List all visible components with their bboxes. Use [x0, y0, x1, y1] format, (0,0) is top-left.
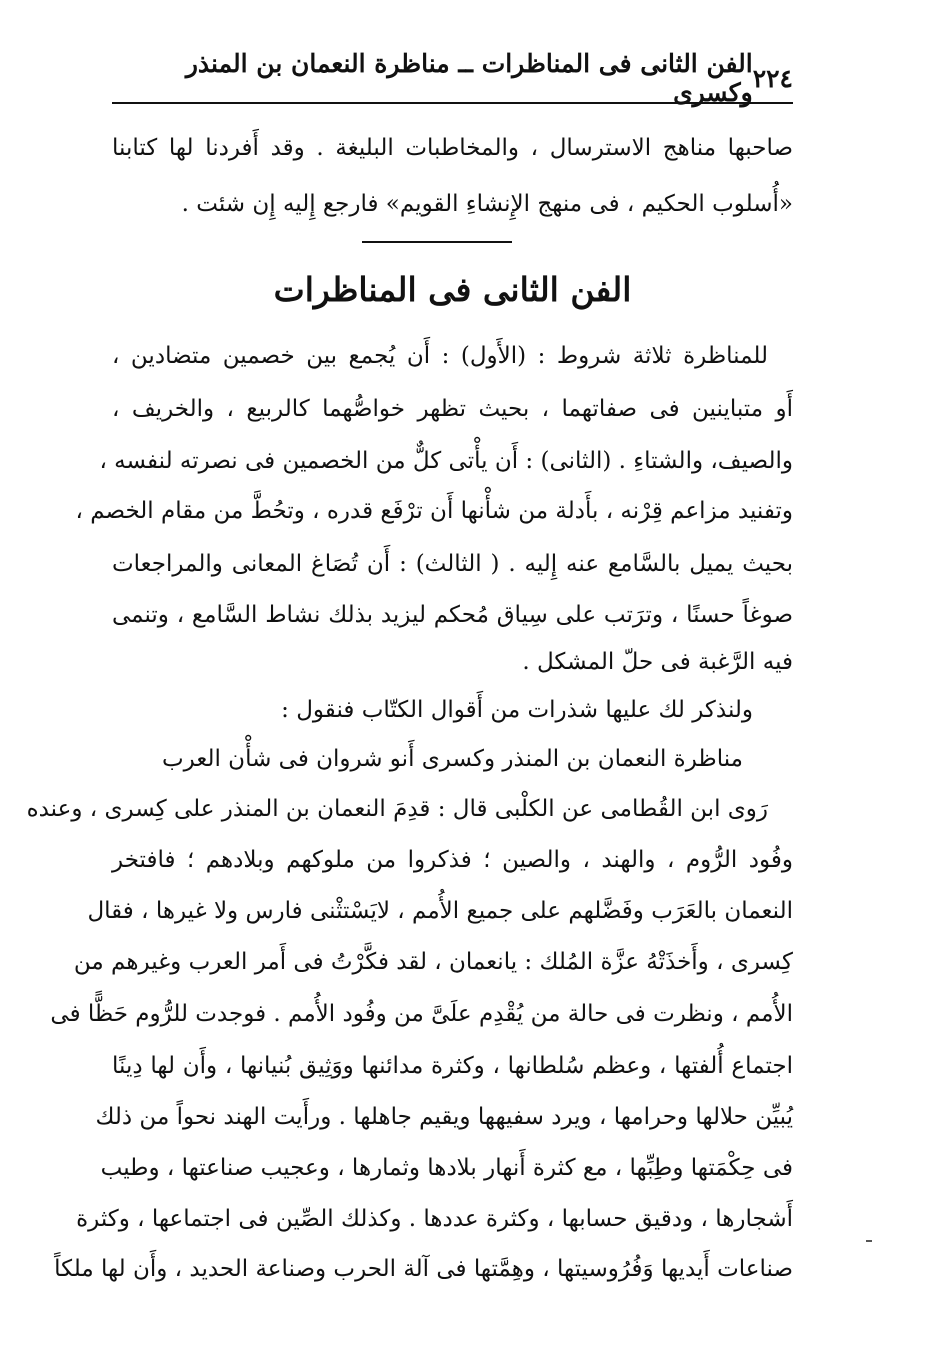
- paragraph-line: فيه الرَّغبة فى حلّ المشكل .: [522, 649, 793, 675]
- paragraph-line: كِسرى ، وأَخذَتْهُ عزَّة المُلك : يانعمان ، لقد فكَّرْتُ فى أَمر العرب وغيرهم من: [73, 949, 793, 975]
- paragraph-line: اجتماع أُلفتها ، وعظم سُلطانها ، وكثرة مدائنها ووَثِيق بُنيانها ، وأَن لها دِينًا: [112, 1053, 793, 1079]
- paragraph-line: أَشجارها ، ودقيق حسابها ، وكثرة عددها . وكذلك الصِّين فى اجتماعها ، وكثرة: [76, 1206, 793, 1232]
- page-number: ٢٢٤: [752, 63, 793, 93]
- paragraph-line: أَو متباينين فى صفاتهما ، بحيث تظهر خواصُّهما كالربيع ، والخريف ،: [112, 396, 793, 422]
- margin-mark: [866, 1240, 872, 1242]
- paragraph-line: بحيث يميل بالسَّامع عنه إِليه . ( الثالث) : أَن تُصَاغ المعانى والمراجعات: [112, 551, 793, 577]
- paragraph-line: صوغاً حسنًا ، وترَتب على سِياق مُحكم ليزيد بذلك نشاط السَّامع ، وتنمى: [112, 602, 793, 628]
- lead-in-line: ولنذكر لك عليها شذرات من أَقوال الكتّاب فنقول :: [281, 697, 753, 723]
- intro-line: صاحبها مناهج الاسترسال ، والمخاطبات البليغة . وقد أَفردنا لها كتابنا: [112, 135, 793, 161]
- paragraph-line: النعمان بالعَرَب وفَضَّلهم على جميع الأُمم ، لايَسْتثْنى فارس ولا غيرها ، فقال: [87, 898, 793, 924]
- header-divider: [112, 102, 793, 104]
- paragraph-line: وفُود الرُّوم ، والهند ، والصين ؛ فذكروا من ملوكهم وبلادهم ؛ فافتخر: [112, 847, 793, 873]
- paragraph-line: للمناظرة ثلاثة شروط : (الأَول) : أَن يُجمع بين خصمين متضادين ،: [112, 343, 768, 369]
- paragraph-line: وتفنيد مزاعم قِرْنه ، بأَدلة من شأْنها أَن ترْفَع قدره ، وتحُطَّ من مقام الخصم ،: [75, 498, 793, 524]
- running-head-title: الفن الثانى فى المناظرات ــ مناظرة النعمان بن المنذر وكسرى: [185, 49, 753, 107]
- intro-line: «أُسلوب الحكيم ، فى منهج الإِنشاءِ القويم» فارجع إِليه إِن شئت .: [181, 191, 793, 217]
- paragraph-line: فى حِكْمَتها وطِبِّها ، مع كثرة أَنهار بلادها وثمارها ، وعجيب صناعتها ، وطيب: [100, 1155, 793, 1181]
- running-head: [112, 49, 793, 107]
- paragraph-line: والصيف، والشتاءِ . (الثانى) : أَن يأْتى كلٌّ من الخصمين فى نصرته لنفسه ،: [99, 448, 793, 474]
- section-heading: الفن الثانى فى المناظرات: [273, 270, 632, 309]
- paragraph-line: صناعات أَيديها وَفُرُوسيتها ، وهِمَّتها فى آلة الحرب وصناعة الحديد ، وأَن لها ملكاً: [54, 1256, 793, 1282]
- paragraph-line: يُبيِّن حلالها وحرامها ، ويرد سفيهها ويقيم جاهلها . ورأَيت الهند نحواً من ذلك: [95, 1104, 793, 1130]
- paragraph-line: رَوى ابن القُطامى عن الكلْبى قال : قدِمَ النعمان بن المنذر على كِسرى ، وعنده: [26, 796, 768, 822]
- story-title: مناظرة النعمان بن المنذر وكسرى أَنو شروان فى شأْن العرب: [162, 746, 743, 772]
- section-divider: [362, 241, 512, 243]
- paragraph-line: الأُمم ، ونظرت فى حالة من يُقْدِم علَىَّ من وفُود الأُمم . فوجدت للرُّوم حَظًّا فى: [50, 1001, 793, 1027]
